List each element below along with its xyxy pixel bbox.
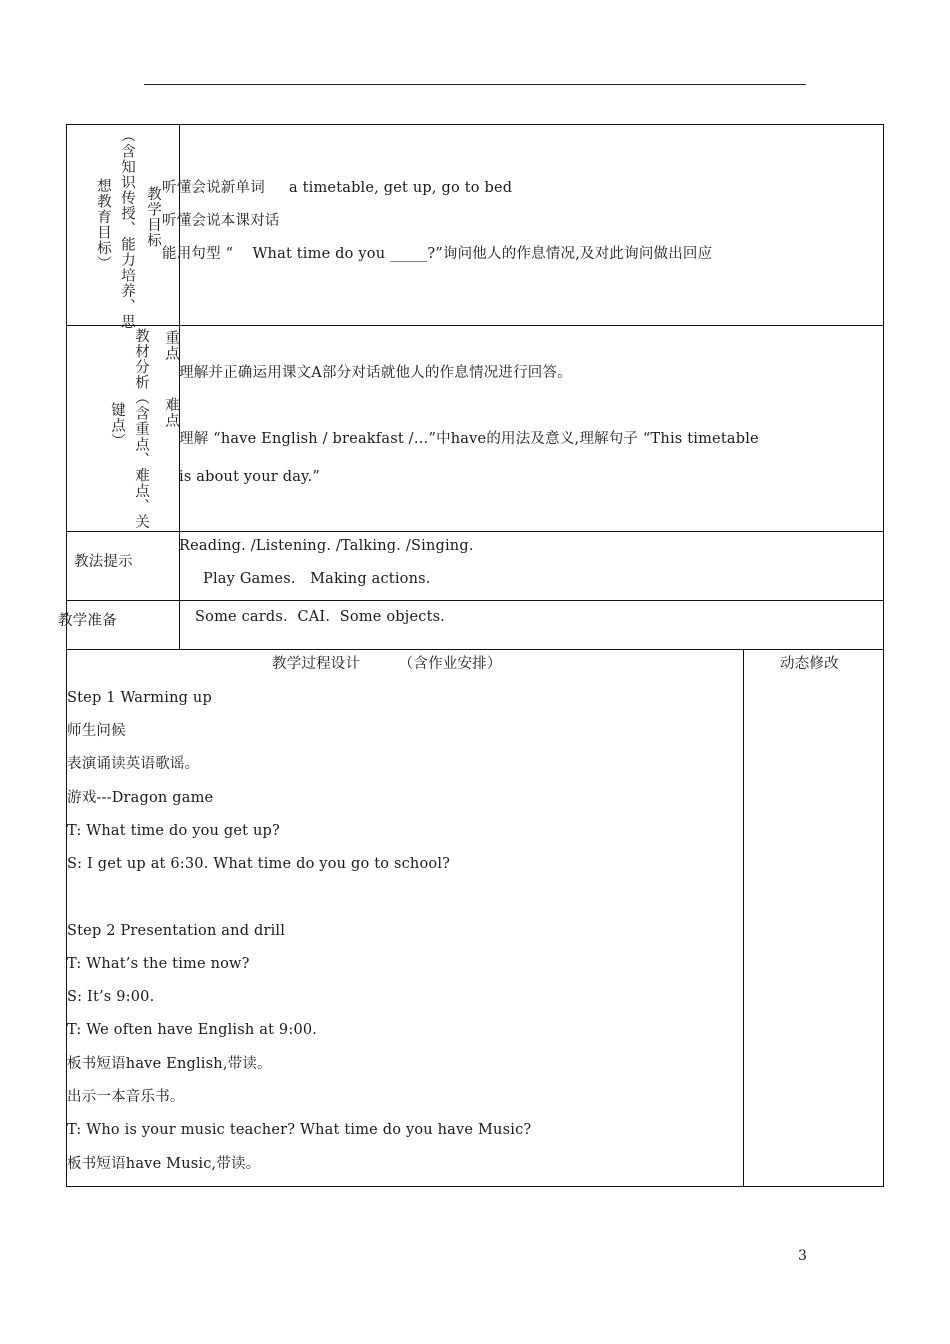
analysis-label-col2: 键点）: [109, 402, 125, 449]
revision-header: 动态修改: [780, 656, 839, 672]
objective-line-3: 能用句型 “ What time do you _____?”询问他人的作息情况,及对此询问做出回应: [162, 246, 713, 262]
process-line: 板书短语have Music,带读。: [67, 1156, 261, 1172]
process-line: 师生问候: [67, 723, 126, 739]
process-line: Step 2 Presentation and drill: [67, 923, 286, 939]
row-divider-methods: [66, 600, 884, 601]
lesson-plan-table-lower: [66, 650, 884, 1187]
process-line: T: What time do you get up?: [67, 823, 280, 839]
difficult-point-line-1: 理解 “have English / breakfast /…”中have的用法及意义,理解句子 “This timetable: [179, 431, 759, 447]
process-line: 出示一本音乐书。: [67, 1089, 185, 1105]
key-point-label: 重点: [163, 330, 179, 361]
objectives-label-col1: （含知识传授、能力培养、思: [119, 128, 135, 330]
objective-line-1: 听懂会说新单词 a timetable, get up, go to bed: [162, 180, 513, 196]
page-number: 3: [798, 1248, 807, 1264]
objectives-label-col3: 教学目标: [145, 186, 161, 248]
process-line: S: It’s 9:00.: [67, 989, 155, 1005]
process-line: T: What’s the time now?: [67, 956, 250, 972]
preparation-text: Some cards. CAI. Some objects.: [195, 609, 446, 625]
methods-line-1: Reading. /Listening. /Talking. /Singing.: [179, 538, 474, 554]
process-line: 游戏---Dragon game: [67, 790, 214, 806]
methods-label: 教法提示: [74, 554, 133, 570]
lesson-plan-table-upper: [66, 124, 884, 650]
header-rule: [144, 84, 806, 85]
key-point-text: 理解并正确运用课文A部分对话就他人的作息情况进行回答。: [179, 365, 572, 381]
row-divider-objectives: [66, 325, 884, 326]
process-line: 表演诵读英语歌谣。: [67, 756, 200, 772]
process-line: Step 1 Warming up: [67, 690, 212, 706]
objective-line-2: 听懂会说本课对话: [162, 213, 280, 229]
process-header: 教学过程设计 （含作业安排）: [272, 656, 502, 672]
difficult-point-line-2: is about your day.”: [179, 469, 320, 485]
methods-line-2: Play Games. Making actions.: [203, 571, 431, 587]
process-line: T: Who is your music teacher? What time do you have Music?: [67, 1122, 532, 1138]
analysis-label-col1: 教材分析（含重点、难点、关: [133, 328, 149, 530]
revision-column-divider: [743, 650, 744, 1187]
process-line: S: I get up at 6:30. What time do you go to school?: [67, 856, 451, 872]
difficult-point-label: 难点: [163, 397, 179, 428]
process-line: T: We often have English at 9:00.: [67, 1022, 318, 1038]
objectives-label-col2: 想教育目标）: [95, 178, 111, 271]
process-line: 板书短语have English,带读。: [67, 1056, 272, 1072]
label-column-divider: [179, 124, 180, 650]
row-divider-analysis: [66, 531, 884, 532]
preparation-label: 教学准备: [58, 613, 117, 629]
